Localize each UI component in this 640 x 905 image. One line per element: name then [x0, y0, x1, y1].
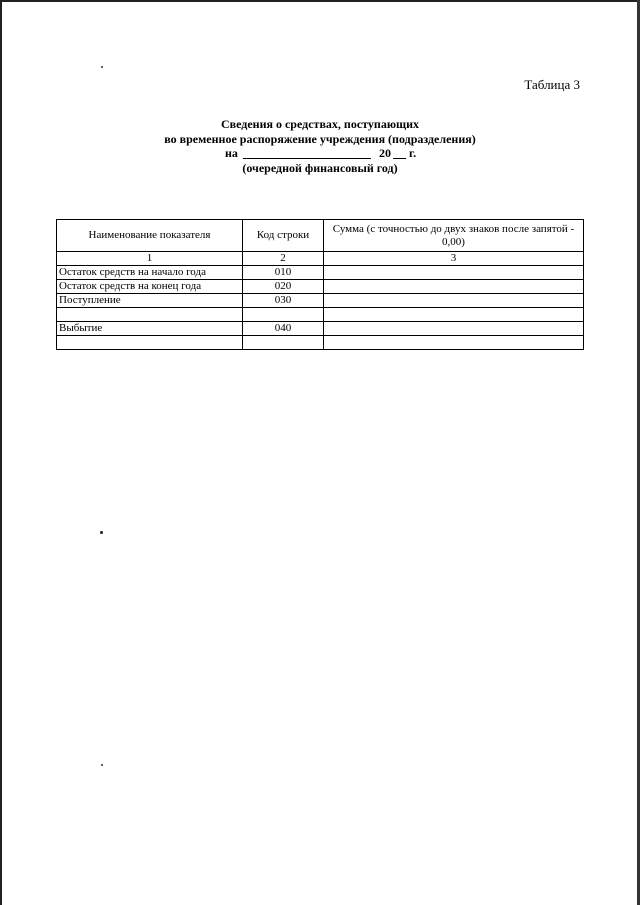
column-number-row	[57, 252, 584, 266]
row-code: 010	[243, 266, 324, 280]
table-row	[57, 294, 584, 308]
header-indicator-name: Наименование показателя	[57, 220, 243, 252]
date-blank-field[interactable]	[243, 158, 371, 159]
column-number: 3	[324, 252, 584, 266]
row-name: Остаток средств на начало года	[57, 266, 243, 280]
row-code	[243, 308, 324, 322]
header-line-code: Код строки	[243, 220, 324, 252]
header-sum	[324, 220, 584, 252]
row-sum-cell[interactable]	[324, 294, 584, 308]
heading-line-2: во временное распоряжение учреждения (подразделения)	[164, 132, 476, 146]
row-sum-cell[interactable]	[324, 336, 584, 350]
scan-speck	[100, 531, 103, 534]
row-sum-cell[interactable]	[324, 322, 584, 336]
date-suffix: г.	[409, 146, 417, 160]
table-header-row	[57, 220, 584, 252]
row-sum-cell[interactable]	[324, 280, 584, 294]
heading-subtitle: (очередной финансовый год)	[242, 161, 398, 175]
date-prefix: на	[225, 146, 238, 160]
heading-line-1: Сведения о средствах, поступающих	[220, 117, 420, 131]
column-number: 2	[243, 252, 324, 266]
column-number: 1	[57, 252, 243, 266]
row-name: Выбытие	[57, 322, 243, 336]
row-sum-cell[interactable]	[324, 266, 584, 280]
row-code	[243, 336, 324, 350]
scan-speck	[101, 66, 103, 68]
row-code: 040	[243, 322, 324, 336]
table-row	[57, 266, 584, 280]
table-row	[57, 336, 584, 350]
funds-table	[56, 219, 584, 350]
document-heading	[150, 117, 490, 147]
scan-speck	[101, 764, 103, 766]
row-name: Остаток средств на конец года	[57, 280, 243, 294]
row-name	[57, 308, 243, 322]
row-code: 020	[243, 280, 324, 294]
table-row	[57, 322, 584, 336]
table-row	[57, 308, 584, 322]
header-sum-text: Сумма (с точностью до двух знаков после запятой - 0,00)	[332, 222, 575, 248]
row-name	[57, 336, 243, 350]
row-code: 030	[243, 294, 324, 308]
table-row	[57, 280, 584, 294]
date-year: 20	[379, 146, 391, 160]
row-name: Поступление	[57, 294, 243, 308]
scan-edge-left	[0, 0, 2, 905]
table-number-label: Таблица 3	[524, 77, 580, 92]
row-sum-cell[interactable]	[324, 308, 584, 322]
year-blank-field[interactable]	[393, 158, 406, 159]
scan-edge-top	[0, 0, 640, 2]
